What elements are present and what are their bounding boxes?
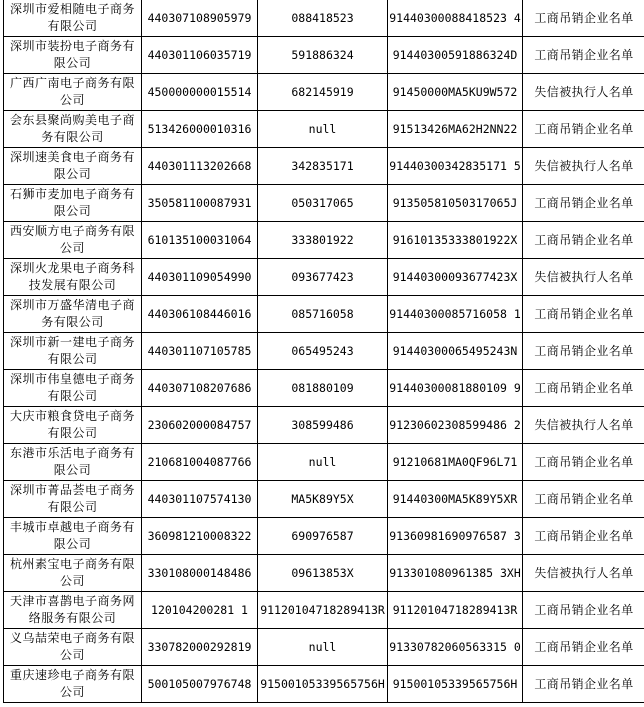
company-name-cell: 深圳市菁品荟电子商务有限公司 xyxy=(4,481,142,518)
list-type-cell: 工商吊销企业名单 xyxy=(523,481,644,518)
credit-code-cell: 91500105339565756H xyxy=(388,666,523,703)
table-row xyxy=(4,74,644,111)
organization-code-cell: 088418523 xyxy=(258,0,388,37)
table-row xyxy=(4,185,644,222)
organization-code-cell: 09613853X xyxy=(258,555,388,592)
registration-number-cell: 230602000084757 xyxy=(142,407,258,444)
registration-number-cell: 440301107574130 xyxy=(142,481,258,518)
organization-code-cell: 342835171 xyxy=(258,148,388,185)
company-name-cell: 深圳速美食电子商务有限公司 xyxy=(4,148,142,185)
organization-code-cell: null xyxy=(258,111,388,148)
company-name-cell: 重庆速珍电子商务有限公司 xyxy=(4,666,142,703)
credit-code-cell: 91330782060563315 0 xyxy=(388,629,523,666)
company-name-cell: 广西广南电子商务有限公司 xyxy=(4,74,142,111)
organization-code-cell: 308599486 xyxy=(258,407,388,444)
registration-number-cell: 330108000148486 xyxy=(142,555,258,592)
list-type-cell: 失信被执行人名单 xyxy=(523,148,644,185)
credit-code-cell: 91440300065495243N xyxy=(388,333,523,370)
company-name-cell: 深圳火龙果电子商务科技发展有限公司 xyxy=(4,259,142,296)
credit-code-cell: 91513426MA62H2NN22 xyxy=(388,111,523,148)
organization-code-cell: 093677423 xyxy=(258,259,388,296)
organization-code-cell: 682145919 xyxy=(258,74,388,111)
credit-code-cell: 91440300342835171 5 xyxy=(388,148,523,185)
table-row xyxy=(4,407,644,444)
list-type-cell: 工商吊销企业名单 xyxy=(523,370,644,407)
list-type-cell: 工商吊销企业名单 xyxy=(523,629,644,666)
table-row xyxy=(4,259,644,296)
records-table xyxy=(3,0,644,703)
organization-code-cell: 081880109 xyxy=(258,370,388,407)
list-type-cell: 工商吊销企业名单 xyxy=(523,222,644,259)
registration-number-cell: 440307108905979 xyxy=(142,0,258,37)
company-name-cell: 深圳市爱相随电子商务有限公司 xyxy=(4,0,142,37)
credit-code-cell: 91440300MA5K89Y5XR xyxy=(388,481,523,518)
registration-number-cell: 350581100087931 xyxy=(142,185,258,222)
list-type-cell: 工商吊销企业名单 xyxy=(523,333,644,370)
registration-number-cell: 500105007976748 xyxy=(142,666,258,703)
credit-code-cell: 91440300085716058 1 xyxy=(388,296,523,333)
credit-code-cell: 913301080961385 3XH xyxy=(388,555,523,592)
list-type-cell: 工商吊销企业名单 xyxy=(523,0,644,37)
credit-code-cell: 91440300093677423X xyxy=(388,259,523,296)
table-row xyxy=(4,555,644,592)
organization-code-cell: 333801922 xyxy=(258,222,388,259)
registration-number-cell: 440301106035719 xyxy=(142,37,258,74)
organization-code-cell: null xyxy=(258,629,388,666)
records-table-body xyxy=(4,0,644,703)
table-row xyxy=(4,222,644,259)
company-name-cell: 石狮市麦加电子商务有限公司 xyxy=(4,185,142,222)
table-row xyxy=(4,629,644,666)
table-row xyxy=(4,148,644,185)
company-name-cell: 深圳市新一建电子商务有限公司 xyxy=(4,333,142,370)
credit-code-cell: 91120104718289413R xyxy=(388,592,523,629)
credit-code-cell: 91210681MA0QF96L71 xyxy=(388,444,523,481)
organization-code-cell: 91120104718289413R xyxy=(258,592,388,629)
company-name-cell: 深圳市装扮电子商务有限公司 xyxy=(4,37,142,74)
list-type-cell: 工商吊销企业名单 xyxy=(523,666,644,703)
credit-code-cell: 91440300081880109 9 xyxy=(388,370,523,407)
table-row xyxy=(4,481,644,518)
list-type-cell: 失信被执行人名单 xyxy=(523,259,644,296)
registration-number-cell: 440301109054990 xyxy=(142,259,258,296)
company-name-cell: 天津市喜鹊电子商务网络服务有限公司 xyxy=(4,592,142,629)
organization-code-cell: 065495243 xyxy=(258,333,388,370)
credit-code-cell: 91360981690976587 3 xyxy=(388,518,523,555)
credit-code-cell: 91610135333801922X xyxy=(388,222,523,259)
registration-number-cell: 450000000015514 xyxy=(142,74,258,111)
list-type-cell: 工商吊销企业名单 xyxy=(523,592,644,629)
table-row xyxy=(4,592,644,629)
organization-code-cell: 085716058 xyxy=(258,296,388,333)
list-type-cell: 工商吊销企业名单 xyxy=(523,444,644,481)
list-type-cell: 工商吊销企业名单 xyxy=(523,296,644,333)
list-type-cell: 失信被执行人名单 xyxy=(523,74,644,111)
credit-code-cell: 91350581050317065J xyxy=(388,185,523,222)
company-name-cell: 大庆市粮食贷电子商务有限公司 xyxy=(4,407,142,444)
list-type-cell: 工商吊销企业名单 xyxy=(523,111,644,148)
organization-code-cell: 91500105339565756H xyxy=(258,666,388,703)
registration-number-cell: 610135100031064 xyxy=(142,222,258,259)
organization-code-cell: 050317065 xyxy=(258,185,388,222)
registration-number-cell: 513426000010316 xyxy=(142,111,258,148)
company-name-cell: 义乌喆荣电子商务有限公司 xyxy=(4,629,142,666)
table-row xyxy=(4,296,644,333)
registration-number-cell: 210681004087766 xyxy=(142,444,258,481)
table-row xyxy=(4,444,644,481)
company-name-cell: 会东县聚尚购美电子商务有限公司 xyxy=(4,111,142,148)
registration-number-cell: 330782000292819 xyxy=(142,629,258,666)
organization-code-cell: 690976587 xyxy=(258,518,388,555)
organization-code-cell: 591886324 xyxy=(258,37,388,74)
credit-code-cell: 91440300591886324D xyxy=(388,37,523,74)
registration-number-cell: 360981210008322 xyxy=(142,518,258,555)
organization-code-cell: MA5K89Y5X xyxy=(258,481,388,518)
table-row xyxy=(4,0,644,37)
company-name-cell: 深圳市万盛华清电子商务有限公司 xyxy=(4,296,142,333)
credit-code-cell: 91450000MA5KU9W572 xyxy=(388,74,523,111)
credit-code-cell: 91230602308599486 2 xyxy=(388,407,523,444)
list-type-cell: 工商吊销企业名单 xyxy=(523,37,644,74)
table-row xyxy=(4,333,644,370)
company-name-cell: 丰城市卓越电子商务有限公司 xyxy=(4,518,142,555)
company-name-cell: 东港市乐活电子商务有限公司 xyxy=(4,444,142,481)
company-name-cell: 西安顺方电子商务有限公司 xyxy=(4,222,142,259)
registration-number-cell: 440301113202668 xyxy=(142,148,258,185)
list-type-cell: 工商吊销企业名单 xyxy=(523,518,644,555)
table-row xyxy=(4,666,644,703)
company-name-cell: 杭州素宝电子商务有限公司 xyxy=(4,555,142,592)
list-type-cell: 工商吊销企业名单 xyxy=(523,185,644,222)
table-row xyxy=(4,518,644,555)
table-row xyxy=(4,111,644,148)
company-name-cell: 深圳市伟皇德电子商务有限公司 xyxy=(4,370,142,407)
registration-number-cell: 120104200281 1 xyxy=(142,592,258,629)
registration-number-cell: 440301107105785 xyxy=(142,333,258,370)
organization-code-cell: null xyxy=(258,444,388,481)
list-type-cell: 失信被执行人名单 xyxy=(523,555,644,592)
table-row xyxy=(4,370,644,407)
list-type-cell: 失信被执行人名单 xyxy=(523,407,644,444)
table-row xyxy=(4,37,644,74)
credit-code-cell: 91440300088418523 4 xyxy=(388,0,523,37)
registration-number-cell: 440306108446016 xyxy=(142,296,258,333)
registration-number-cell: 440307108207686 xyxy=(142,370,258,407)
